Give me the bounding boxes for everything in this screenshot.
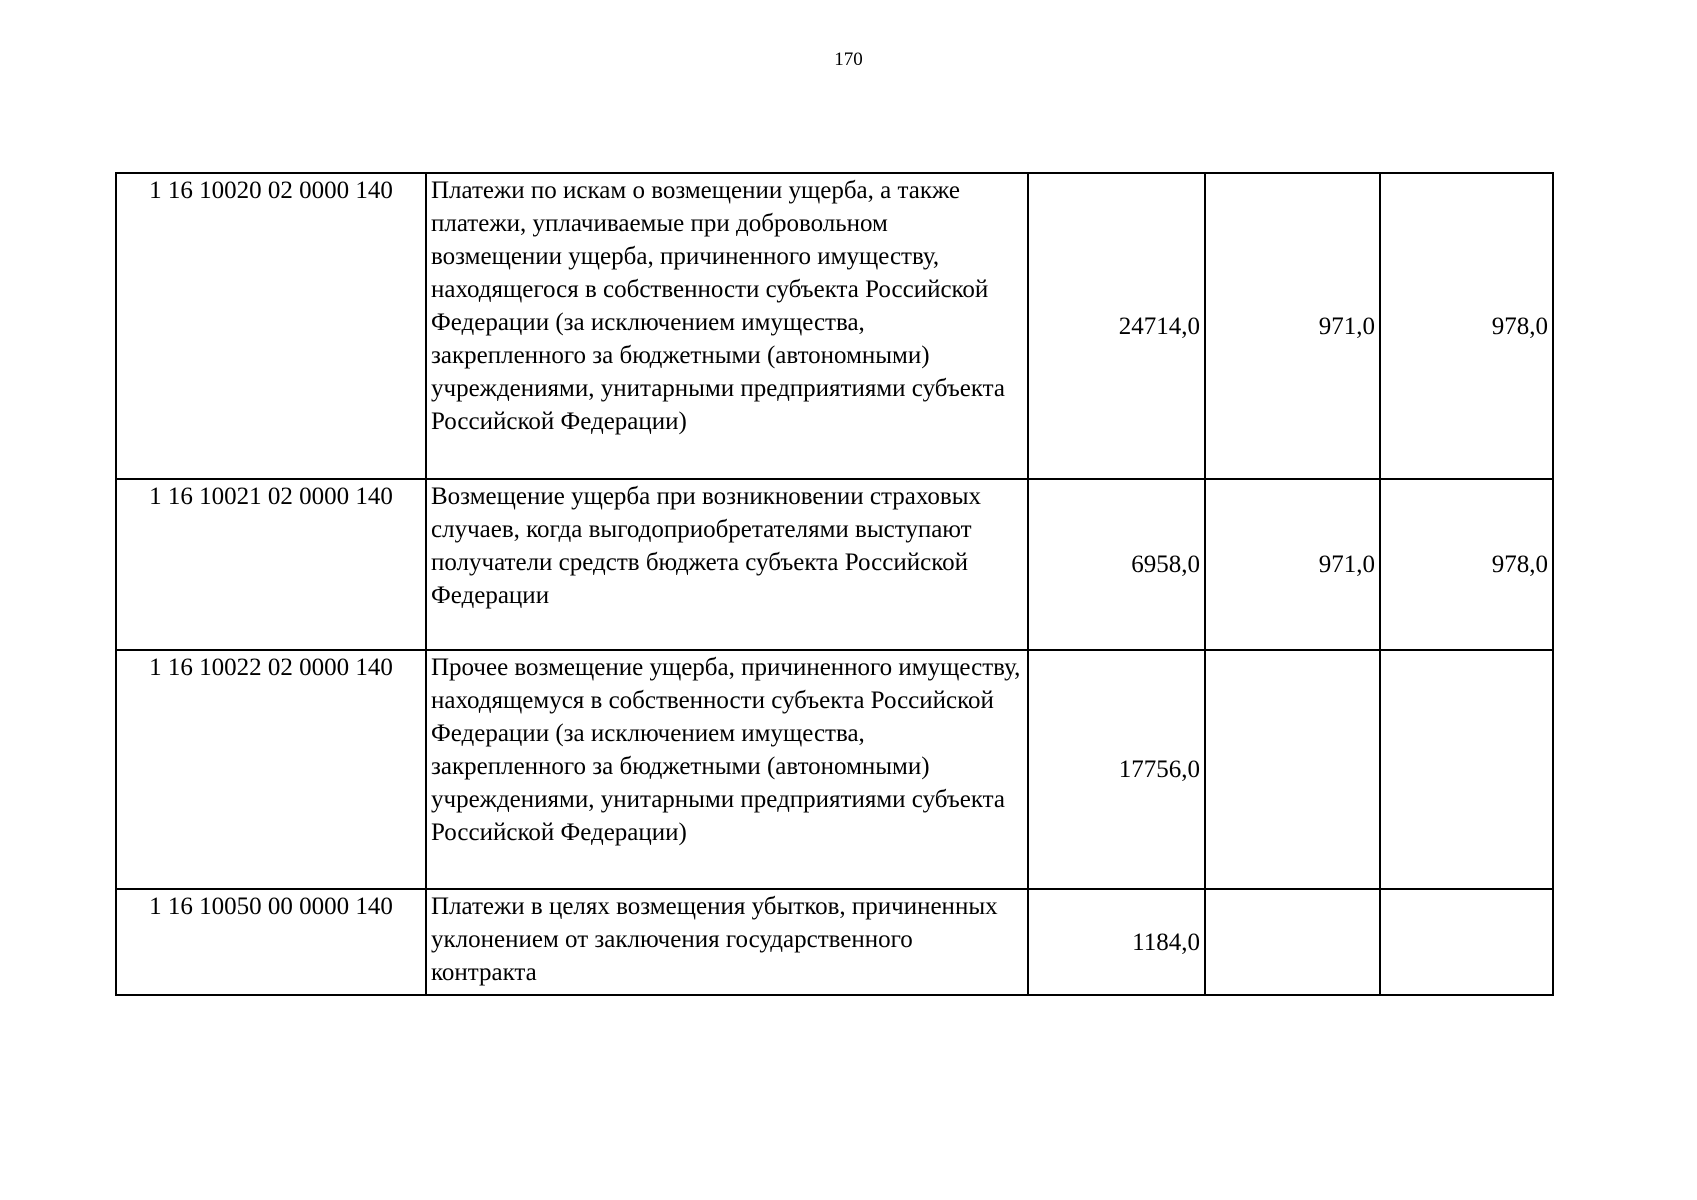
amount-cell: 978,0 (1380, 173, 1553, 479)
page-number: 170 (834, 49, 863, 70)
budget-revenue-table (115, 172, 1554, 996)
description-cell: Платежи по искам о возмещении ущерба, а также платежи, уплачиваемые при добровольном возмещении ущерба, причиненного имуществу, находящегося в собственности субъекта Российской Федерации (за исключением имущества, закрепленного за бюджетными (автономными) учреждениями, унитарными предприятиями субъекта Российской Федерации) (426, 173, 1028, 479)
amount-cell: 6958,0 (1028, 479, 1205, 650)
amount-cell: 978,0 (1380, 479, 1553, 650)
amount-cell (1205, 650, 1380, 889)
amount-cell (1380, 650, 1553, 889)
budget-code-cell: 1 16 10021 02 0000 140 (116, 479, 426, 650)
amount-cell (1380, 889, 1553, 995)
amount-cell: 971,0 (1205, 479, 1380, 650)
description-cell: Прочее возмещение ущерба, причиненного имуществу, находящемуся в собственности субъекта Российской Федерации (за исключением имущества, закрепленного за бюджетными (автономными) учреждениями, унитарными предприятиями субъекта Российской Федерации) (426, 650, 1028, 889)
description-cell: Платежи в целях возмещения убытков, причиненных уклонением от заключения государственного контракта (426, 889, 1028, 995)
description-cell: Возмещение ущерба при возникновении страховых случаев, когда выгодоприобретателями выступают получатели средств бюджета субъекта Российской Федерации (426, 479, 1028, 650)
budget-code-cell: 1 16 10050 00 0000 140 (116, 889, 426, 995)
table-row (116, 173, 1553, 479)
amount-cell: 24714,0 (1028, 173, 1205, 479)
amount-cell (1205, 889, 1380, 995)
amount-cell: 971,0 (1205, 173, 1380, 479)
budget-code-cell: 1 16 10022 02 0000 140 (116, 650, 426, 889)
table-row (116, 889, 1553, 995)
budget-code-cell: 1 16 10020 02 0000 140 (116, 173, 426, 479)
table-row (116, 479, 1553, 650)
table-row (116, 650, 1553, 889)
amount-cell: 17756,0 (1028, 650, 1205, 889)
amount-cell: 1184,0 (1028, 889, 1205, 995)
